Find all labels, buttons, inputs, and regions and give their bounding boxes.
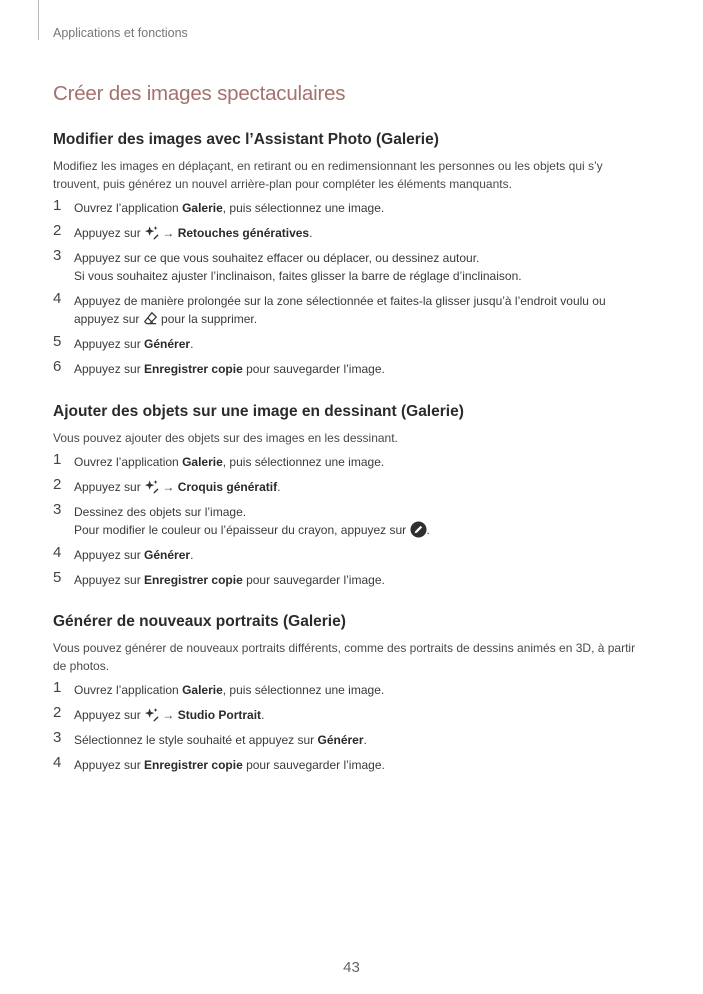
step-text: Appuyez sur — [74, 573, 145, 587]
step-list — [53, 453, 643, 589]
arrow-glyph: → — [159, 480, 178, 494]
step-text-end: . — [309, 226, 313, 240]
step-note — [74, 267, 643, 285]
step-ui-label: Studio Portrait — [177, 708, 262, 722]
step-text: Ouvrez l’application — [74, 201, 183, 215]
margin-rule — [38, 0, 39, 40]
step-text-end: pour la supprimer. — [157, 312, 258, 326]
step-text: Appuyez sur — [74, 548, 145, 562]
running-header: Applications et fonctions — [53, 26, 188, 40]
pen-icon — [410, 521, 427, 538]
step-number: 4 — [53, 754, 62, 771]
step-item — [53, 199, 643, 217]
step-number: 4 — [53, 290, 62, 307]
step-list — [53, 199, 643, 378]
step-note-text: Pour modifier le couleur ou l’épaisseur du crayon, appuyez sur — [74, 523, 410, 537]
step-number: 3 — [53, 729, 62, 746]
step-item — [53, 224, 643, 242]
step-ui-label: Enregistrer copie — [144, 573, 243, 587]
step-text: Appuyez sur — [74, 480, 145, 494]
step-ui-label: Galerie — [182, 201, 223, 215]
step-item — [53, 571, 643, 589]
step-number: 6 — [53, 358, 62, 375]
step-number: 1 — [53, 197, 62, 214]
arrow-glyph: → — [159, 226, 178, 240]
step-ui-label: Générer — [144, 548, 191, 562]
arrow-glyph: → — [159, 708, 178, 722]
step-item — [53, 360, 643, 378]
step-ui-label: Générer — [317, 733, 364, 747]
step-text-end: pour sauvegarder l’image. — [242, 573, 385, 587]
step-note-end: . — [426, 523, 430, 537]
step-ui-label: Retouches génératives — [177, 226, 310, 240]
step-text: Sélectionnez le style souhaité et appuyez sur — [74, 733, 318, 747]
page-title: Créer des images spectaculaires — [53, 82, 346, 105]
step-item — [53, 681, 643, 699]
section-intro: Vous pouvez ajouter des objets sur des images en les dessinant. — [53, 431, 398, 445]
step-text-end: , puis sélectionnez une image. — [222, 201, 385, 215]
step-text-end: . — [277, 480, 281, 494]
section-title: Modifier des images avec l’Assistant Photo (Galerie) — [53, 131, 439, 148]
section — [53, 400, 643, 589]
step-text: Appuyez sur ce que vous souhaitez effacer ou déplacer, ou dessinez autour. — [74, 251, 480, 265]
step-item — [53, 453, 643, 471]
step-text-end: pour sauvegarder l’image. — [242, 758, 385, 772]
step-text-end: . — [190, 548, 194, 562]
step-ui-label: Galerie — [182, 683, 223, 697]
step-ui-label: Générer — [144, 337, 191, 351]
step-ui-label: Croquis génératif — [177, 480, 278, 494]
step-number: 5 — [53, 333, 62, 350]
sparkle-edit-icon — [144, 707, 159, 722]
step-number: 1 — [53, 451, 62, 468]
eraser-icon — [143, 311, 158, 326]
step-text-end: . — [190, 337, 194, 351]
step-note-text: Si vous souhaitez ajuster l’inclinaison, faites glisser la barre de réglage d’inclinaison. — [74, 269, 522, 283]
step-note — [74, 521, 643, 539]
sparkle-edit-icon — [144, 479, 159, 494]
step-number: 2 — [53, 222, 62, 239]
section — [53, 128, 643, 378]
step-item — [53, 731, 643, 749]
step-text: Ouvrez l’application — [74, 683, 183, 697]
step-item — [53, 706, 643, 724]
step-number: 2 — [53, 704, 62, 721]
step-ui-label: Enregistrer copie — [144, 758, 243, 772]
step-text-end: , puis sélectionnez une image. — [222, 455, 385, 469]
section — [53, 610, 643, 774]
page-number: 43 — [343, 959, 360, 976]
section-intro: Modifiez les images en déplaçant, en retirant ou en redimensionnant les personnes ou les objets qui s’y trouvent, puis générez un nouvel arrière-plan pour compléter les éléments manquants. — [53, 159, 603, 191]
step-text: Appuyez sur — [74, 337, 145, 351]
step-text: Dessinez des objets sur l’image. — [74, 505, 247, 519]
step-text: Appuyez sur — [74, 758, 145, 772]
step-number: 3 — [53, 247, 62, 264]
step-number: 2 — [53, 476, 62, 493]
step-text-end: pour sauvegarder l’image. — [242, 362, 385, 376]
step-text: Appuyez sur — [74, 362, 145, 376]
step-item — [53, 546, 643, 564]
step-list — [53, 681, 643, 774]
step-number: 5 — [53, 569, 62, 586]
section-title: Ajouter des objets sur une image en dessinant (Galerie) — [53, 403, 464, 420]
step-item — [53, 503, 643, 539]
step-text: Appuyez de manière prolongée sur la zone sélectionnée et faites-la glisser jusqu’à l’endroit voulu ou appuyez sur — [74, 294, 606, 326]
step-text: Appuyez sur — [74, 708, 145, 722]
step-text: Ouvrez l’application — [74, 455, 183, 469]
step-item — [53, 292, 643, 328]
step-text-end: , puis sélectionnez une image. — [222, 683, 385, 697]
step-number: 4 — [53, 544, 62, 561]
sparkle-edit-icon — [144, 225, 159, 240]
step-text: Appuyez sur — [74, 226, 145, 240]
section-title: Générer de nouveaux portraits (Galerie) — [53, 613, 346, 630]
step-item — [53, 478, 643, 496]
step-ui-label: Galerie — [182, 455, 223, 469]
step-item — [53, 756, 643, 774]
step-item — [53, 335, 643, 353]
content — [53, 128, 643, 781]
step-text-end: . — [261, 708, 265, 722]
step-text-end: . — [363, 733, 367, 747]
step-item — [53, 249, 643, 285]
section-intro: Vous pouvez générer de nouveaux portraits différents, comme des portraits de dessins animés en 3D, à partir de photos. — [53, 641, 636, 673]
step-number: 3 — [53, 501, 62, 518]
step-ui-label: Enregistrer copie — [144, 362, 243, 376]
step-number: 1 — [53, 679, 62, 696]
